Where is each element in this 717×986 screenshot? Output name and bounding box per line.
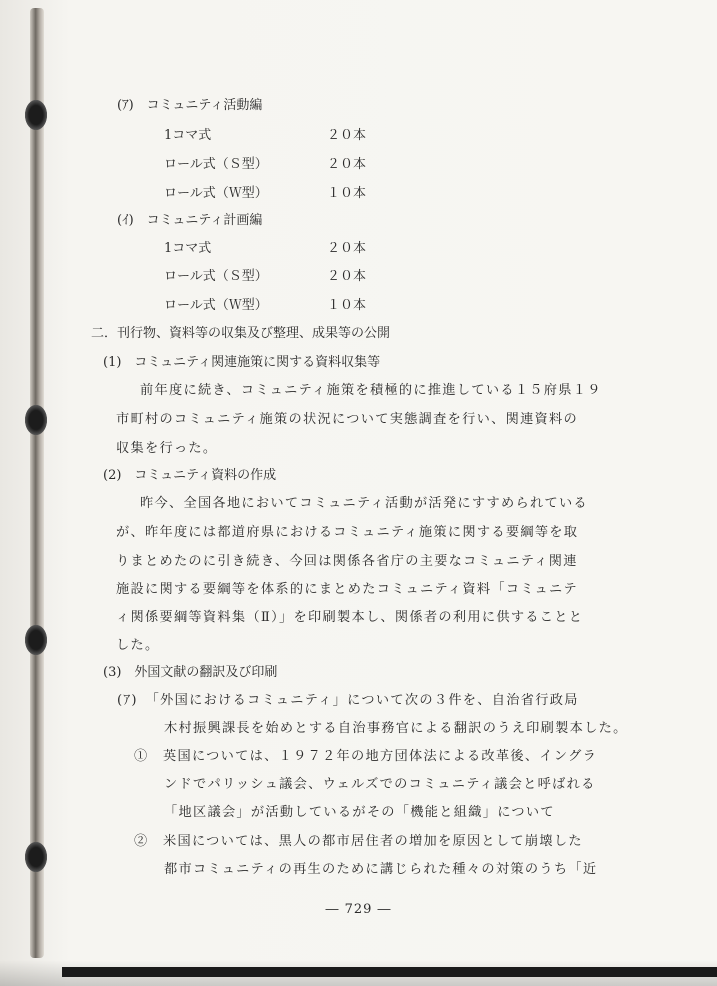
subsection-2-body-line: 施設に関する要綱等を体系的にまとめたコミュニティ資料「コミュニテ	[116, 582, 579, 597]
subsection-1-heading: (1) コミュニティ関連施策に関する資料収集等	[103, 355, 381, 370]
section-b-item-count: ２０本	[327, 269, 367, 284]
section-a-item-label: ロール式（Ｗ型）	[164, 186, 268, 201]
section-a-item-count: ２０本	[327, 128, 367, 143]
binding-strip	[30, 8, 44, 958]
subsection-3-item2-line: 都市コミュニティの再生のために講じられた種々の対策のうち「近	[164, 862, 598, 877]
subsection-2-body-line: した。	[116, 638, 160, 653]
subsection-3-item2-line: ② 米国については、黒人の都市居住者の増加を原因として崩壊した	[134, 834, 583, 849]
section-a-heading: (ｱ) コミュニティ活動編	[117, 98, 263, 113]
section-b-item-count: ２０本	[327, 241, 367, 256]
subsection-2-body-line: ィ関係要綱等資料集（Ⅱ）」を印刷製本し、関係者の利用に供することと	[116, 610, 584, 625]
subsection-3-item1-line: ンドでパリッシュ議会、ウェルズでのコミュニティ議会と呼ばれる	[164, 777, 596, 792]
part2-heading: 二．刊行物、資料等の収集及び整理、成果等の公開	[91, 326, 391, 341]
subsection-2-body-line: りまとめたのに引き続き、今回は関係各省庁の主要なコミュニティ関連	[116, 554, 578, 569]
subsection-3-a-line: 木村振興課長を始めとする自治事務官による翻訳のうえ印刷製本した。	[164, 721, 628, 736]
subsection-1-body-line: 前年度に続き、コミュニティ施策を積極的に推進している１５府県１９	[140, 383, 602, 398]
subsection-1-body-line: 収集を行った。	[116, 441, 218, 456]
subsection-1-body-line: 市町村のコミュニティ施策の状況について実態調査を行い、関連資料の	[116, 412, 579, 427]
binding-hole	[25, 625, 47, 655]
section-b-item-label: 1コマ式	[164, 241, 212, 256]
section-b-item-label: ロール式（Ｓ型）	[164, 269, 268, 284]
binding-hole	[25, 842, 47, 872]
section-a-item-count: １０本	[327, 186, 367, 201]
section-a-item-label: ロール式（Ｓ型）	[164, 157, 268, 172]
page-number: ― 729 ―	[325, 902, 392, 917]
binding-hole	[25, 405, 47, 435]
subsection-2-body-line: 昨今、全国各地においてコミュニティ活動が活発にすすめられている	[140, 496, 588, 511]
subsection-3-heading: (3) 外国文献の翻訳及び印刷	[103, 665, 278, 680]
subsection-3-a-line: (ｱ) 「外国におけるコミュニティ」について次の３件を、自治省行政局	[117, 693, 579, 708]
subsection-3-item1-line: 「地区議会」が活動しているがその「機能と組織」について	[164, 805, 555, 820]
bottom-edge-bar	[62, 967, 717, 977]
section-b-item-count: １０本	[327, 298, 367, 313]
subsection-2-body-line: が、昨年度には都道府県におけるコミュニティ施策に関する要綱等を取	[116, 525, 579, 540]
binding-hole	[25, 100, 47, 130]
section-a-item-label: 1コマ式	[164, 128, 212, 143]
section-b-item-label: ロール式（Ｗ型）	[164, 298, 268, 313]
section-b-heading: (ｲ) コミュニティ計画編	[117, 213, 263, 228]
subsection-3-item1-line: ① 英国については、１９７２年の地方団体法による改革後、イングラ	[134, 749, 598, 764]
subsection-2-heading: (2) コミュニティ資料の作成	[103, 468, 277, 483]
section-a-item-count: ２０本	[327, 157, 367, 172]
